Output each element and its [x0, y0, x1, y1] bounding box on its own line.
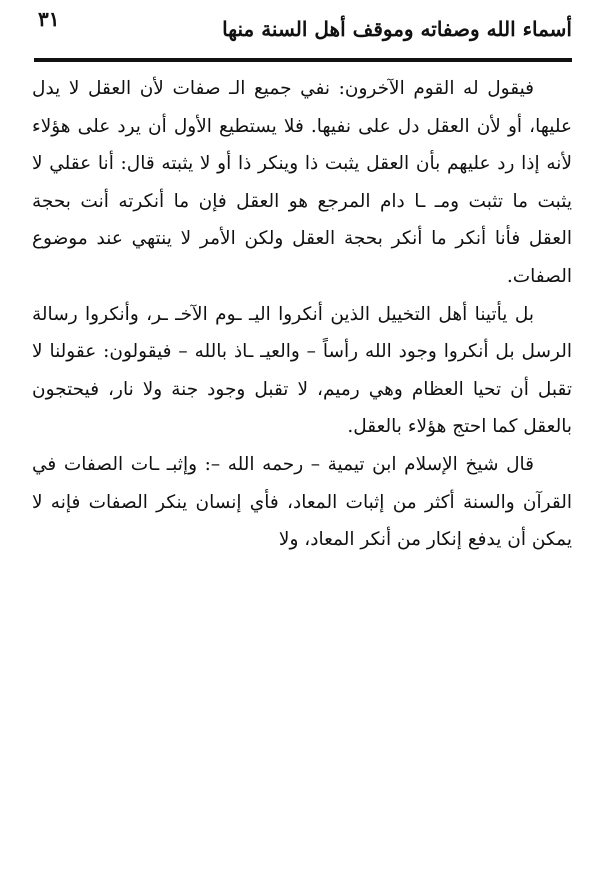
page-header [34, 8, 572, 58]
header-rule [34, 58, 572, 62]
body-text [32, 70, 572, 559]
running-title: أسماء الله وصفاته وموقف أهل السنة منها [222, 17, 572, 41]
page-number: ٣١ [38, 7, 60, 31]
paragraph-2: بل يأتينا أهل التخييل الذين أنكروا اليـ ـوم الآخـ ـر، وأنكروا رسالة الرسل بل أنكروا وجود الله رأساً – والعيـ ـاذ بالله – فيقولون: عقولنا لا تقبل أن تحيا العظام وهي رميم، لا تقبل وجود جنة ولا نار، فيحتجون بالعقل كما احتج هؤلاء بالعقل. [32, 303, 572, 438]
paragraph-3: قال شيخ الإسلام ابن تيمية – رحمه الله –: وإثبـ ـات الصفات في القرآن والسنة أكثر من إثبات المعاد، فأي إنسان ينكر الصفات فإنه لا يمكن أن يدفع إنكار من أنكر المعاد، ولا [32, 453, 572, 551]
paragraph-1: فيقول له القوم الآخرون: نفي جميع الـ صفات لأن العقل لا يدل عليها، أو لأن العقل دل على نفيها. فلا يستطيع الأول أن يرد على هؤلاء لأنه إذا رد عليهم بأن العقل يثبت ذا وينكر ذا أو لا يثبته قال: أنا عقلي لا يثبت ما تثبت ومـ ـا دام المرجع هو العقل فإن ما أنكرته أنت بحجة العقل فأنا أنكر ما أنكر بحجة العقل ولكن الأمر لا ينتهي عند موضوع الصفات. [32, 78, 572, 287]
